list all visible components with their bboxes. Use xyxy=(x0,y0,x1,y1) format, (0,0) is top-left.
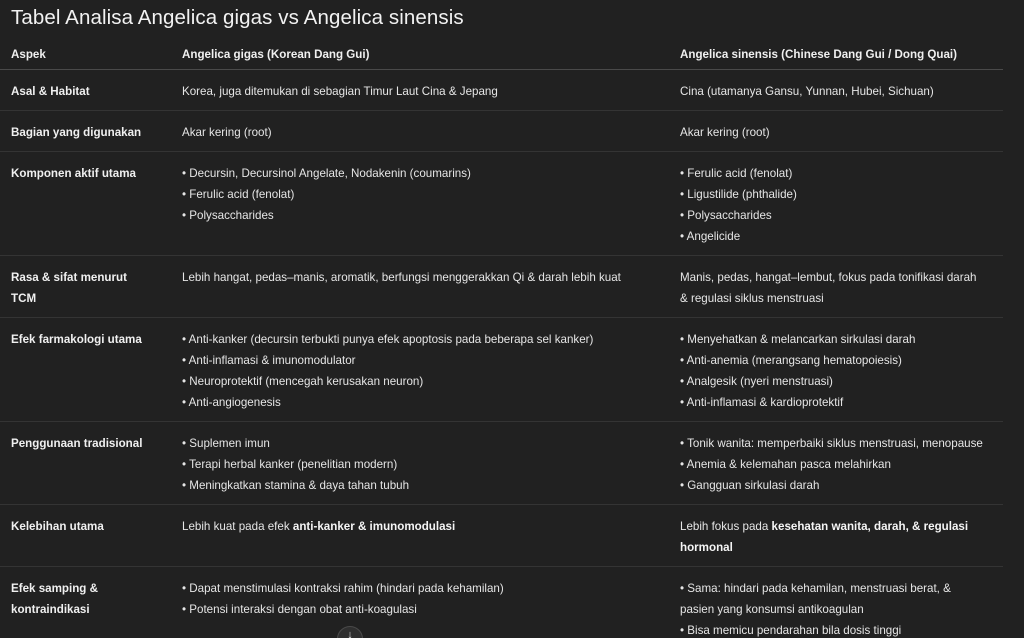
cell-text: Akar kering (root) xyxy=(182,126,272,139)
aspek-label: Bagian yang digunakan xyxy=(11,126,142,139)
aspek-label: Penggunaan tradisional xyxy=(11,437,143,450)
list-item: • Sama: hindari pada kehamilan, menstruasi berat, & xyxy=(680,582,951,595)
cell-text-prefix: Lebih fokus pada xyxy=(680,520,772,533)
aspek-label: TCM xyxy=(11,292,37,305)
list-item: • Polysaccharides xyxy=(182,209,274,222)
aspek-label: Asal & Habitat xyxy=(11,85,90,98)
cell-sinensis xyxy=(669,422,1003,505)
list-item: • Meningkatkan stamina & daya tahan tubuh xyxy=(182,479,410,492)
cell-sinensis xyxy=(669,505,1003,567)
cell-gigas xyxy=(171,422,669,505)
cell-text-prefix: Lebih kuat pada efek xyxy=(182,520,293,533)
cell-text: & regulasi siklus menstruasi xyxy=(680,292,824,305)
list-item: • Suplemen imun xyxy=(182,437,270,450)
header-angelica-sinensis: Angelica sinensis (Chinese Dang Gui / Dong Quai) xyxy=(669,40,1003,70)
cell-gigas xyxy=(171,70,669,111)
list-item: • Anti-anemia (merangsang hematopoiesis) xyxy=(680,354,902,367)
cell-gigas xyxy=(171,318,669,422)
cell-gigas xyxy=(171,111,669,152)
cell-gigas xyxy=(171,256,669,318)
table-row xyxy=(0,422,1003,505)
header-aspek: Aspek xyxy=(0,40,171,70)
table-row xyxy=(0,318,1003,422)
list-item: • Dapat menstimulasi kontraksi rahim (hindari pada kehamilan) xyxy=(182,582,504,595)
list-item: • Polysaccharides xyxy=(680,209,772,222)
aspek-label: Efek farmakologi utama xyxy=(11,333,142,346)
cell-aspek xyxy=(0,318,171,422)
cell-aspek xyxy=(0,70,171,111)
list-item: • Terapi herbal kanker (penelitian modern) xyxy=(182,458,398,471)
cell-aspek xyxy=(0,422,171,505)
cell-gigas xyxy=(171,567,669,638)
list-item: • Ligustilide (phthalide) xyxy=(680,188,797,201)
list-item: • Anti-inflamasi & kardioprotektif xyxy=(680,396,844,409)
table-row xyxy=(0,505,1003,567)
list-item: • Menyehatkan & melancarkan sirkulasi darah xyxy=(680,333,916,346)
list-item: • Anemia & kelemahan pasca melahirkan xyxy=(680,458,891,471)
cell-text-bold: anti-kanker & imunomodulasi xyxy=(292,520,456,533)
cell-text-bold: hormonal xyxy=(680,541,733,554)
comparison-table xyxy=(0,40,1003,638)
cell-text: Lebih hangat, pedas–manis, aromatik, berfungsi menggerakkan Qi & darah lebih kuat xyxy=(182,271,621,284)
header-angelica-gigas: Angelica gigas (Korean Dang Gui) xyxy=(171,40,669,70)
cell-aspek xyxy=(0,111,171,152)
cell-text xyxy=(680,516,1003,537)
list-item: • Anti-kanker (decursin terbukti punya efek apoptosis pada beberapa sel kanker) xyxy=(182,333,594,346)
list-item: • Bisa memicu pendarahan bila dosis tinggi xyxy=(680,624,902,637)
cell-text: Manis, pedas, hangat–lembut, fokus pada tonifikasi darah xyxy=(680,271,977,284)
list-item: • Potensi interaksi dengan obat anti-koagulasi xyxy=(182,603,417,616)
cell-sinensis xyxy=(669,70,1003,111)
cell-sinensis xyxy=(669,567,1003,638)
list-item: • Analgesik (nyeri menstruasi) xyxy=(680,375,833,388)
cell-text xyxy=(680,537,1003,558)
list-item: • Anti-inflamasi & imunomodulator xyxy=(182,354,356,367)
cell-aspek xyxy=(0,256,171,318)
cell-sinensis xyxy=(669,152,1003,256)
cell-aspek xyxy=(0,152,171,256)
table-header-row xyxy=(0,40,1003,70)
cell-sinensis xyxy=(669,256,1003,318)
cell-text: Akar kering (root) xyxy=(680,126,770,139)
aspek-label: Komponen aktif utama xyxy=(11,167,136,180)
aspek-label: Efek samping & xyxy=(11,582,98,595)
aspek-label: kontraindikasi xyxy=(11,603,90,616)
table-row xyxy=(0,70,1003,111)
list-item: • Ferulic acid (fenolat) xyxy=(680,167,793,180)
table-row xyxy=(0,111,1003,152)
list-item: • Decursin, Decursinol Angelate, Nodakenin (coumarins) xyxy=(182,167,471,180)
cell-gigas xyxy=(171,152,669,256)
table-row xyxy=(0,152,1003,256)
cell-text xyxy=(182,516,669,537)
table-row xyxy=(0,567,1003,638)
aspek-label: Rasa & sifat menurut xyxy=(11,271,127,284)
cell-aspek xyxy=(0,505,171,567)
table-row xyxy=(0,256,1003,318)
cell-text: Korea, juga ditemukan di sebagian Timur Laut Cina & Jepang xyxy=(182,85,498,98)
list-item: • Gangguan sirkulasi darah xyxy=(680,479,820,492)
page-title: Tabel Analisa Angelica gigas vs Angelica sinensis xyxy=(11,6,464,29)
list-item: • Angelicide xyxy=(680,230,741,243)
list-item: • Neuroprotektif (mencegah kerusakan neuron) xyxy=(182,375,424,388)
list-item: • Anti-angiogenesis xyxy=(182,396,281,409)
cell-text-bold: kesehatan wanita, darah, & regulasi xyxy=(771,520,969,533)
cell-aspek xyxy=(0,567,171,638)
list-item: • Tonik wanita: memperbaiki siklus menstruasi, menopause xyxy=(680,437,983,450)
cell-gigas xyxy=(171,505,669,567)
aspek-label: Kelebihan utama xyxy=(11,520,104,533)
cell-text: Cina (utamanya Gansu, Yunnan, Hubei, Sichuan) xyxy=(680,85,934,98)
list-item: pasien yang konsumsi antikoagulan xyxy=(680,603,864,616)
arrow-down-icon: ↓ xyxy=(347,629,353,638)
cell-sinensis xyxy=(669,318,1003,422)
cell-sinensis xyxy=(669,111,1003,152)
list-item: • Ferulic acid (fenolat) xyxy=(182,188,295,201)
